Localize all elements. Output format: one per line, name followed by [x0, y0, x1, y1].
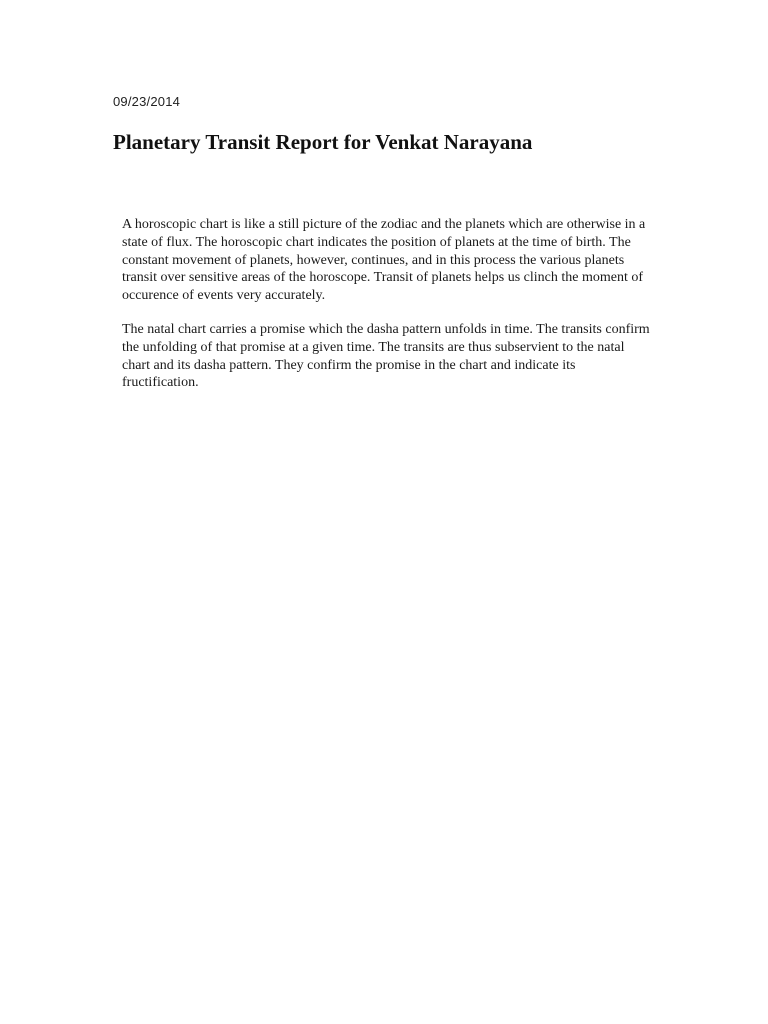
report-date: 09/23/2014 [113, 94, 181, 109]
report-body [122, 216, 652, 408]
paragraph-intro: A horoscopic chart is like a still picture of the zodiac and the planets which are otherwise in a state of flux. The horoscopic chart indicates the position of planets at the time of birth. The constant movement of planets, however, continues, and in this process the various planets transit over sensitive areas of the horoscope. Transit of planets helps us clinch the moment of occurence of events very accurately. [122, 217, 646, 304]
report-title: Planetary Transit Report for Venkat Narayana [113, 130, 533, 154]
paragraph-natal-chart: The natal chart carries a promise which the dasha pattern unfolds in time. The transits confirm the unfolding of that promise at a given time. The transits are thus subservient to the natal chart and its dasha pattern. They confirm the promise in the chart and indicate its fructification. [122, 321, 650, 391]
